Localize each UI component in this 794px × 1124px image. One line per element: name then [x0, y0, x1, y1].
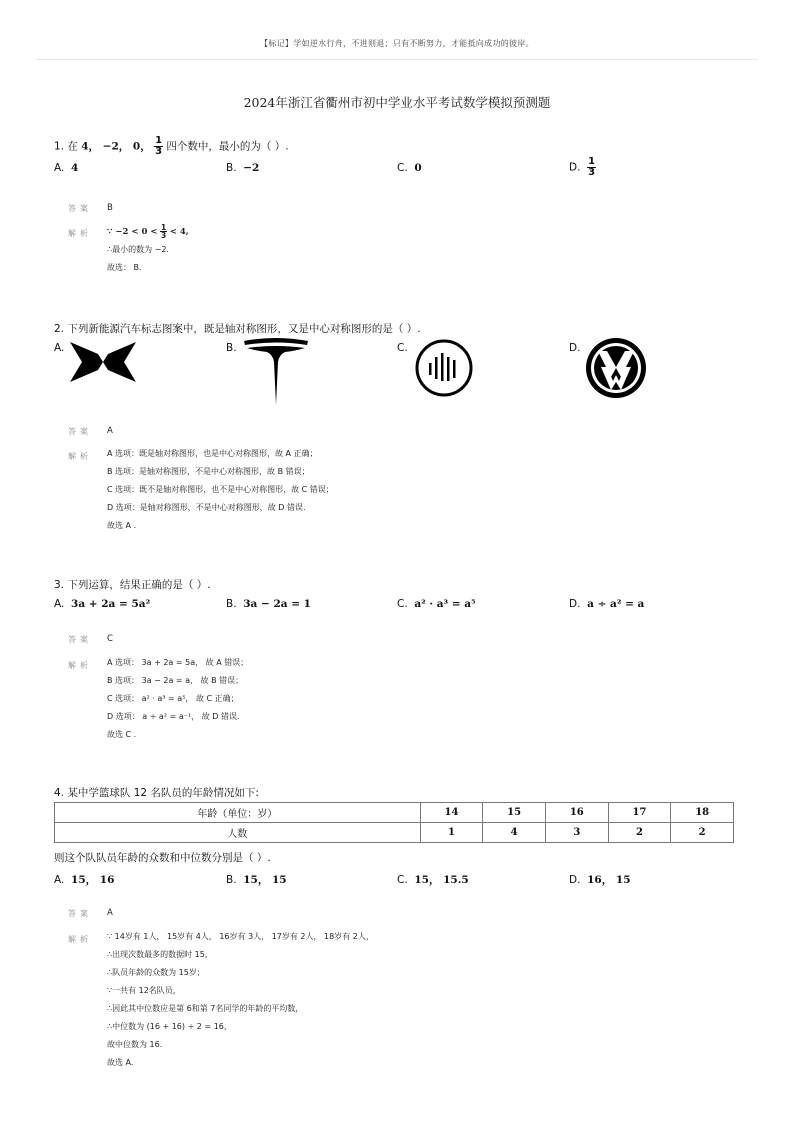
tesla-logo-icon[interactable] [243, 338, 309, 406]
table-cell: 3 [545, 823, 608, 843]
q3-analysis-label: 解析 [68, 661, 92, 670]
q1-stem-fraction: $\frac{1}{3}$ [155, 135, 163, 157]
q4-answer-label: 答案 [68, 909, 92, 918]
volkswagen-logo-icon[interactable] [585, 337, 647, 399]
q2-solution: A 选项：既是轴对称图形，也是中心对称图形，故 A 正确； B 选项：是轴对称图形，不是中心对称图形，故 B 错误； C 选项：既不是轴对称图形，也不是中心对称图形，故 C 错误； D 选项：是轴对称图形，不是中心对称图形，故 D 错误. 故选 A . [107, 449, 334, 530]
q4-option-a[interactable]: A. 15， 16 [54, 874, 115, 886]
page-title: 2024年浙江省衢州市初中学业水平考试数学模拟预测题 [243, 95, 551, 110]
q3-option-c[interactable]: C. a² · a³ = a⁵ [397, 598, 476, 610]
age-table [54, 802, 734, 843]
q1-option-d-fraction: $\frac{1}{3}$ [588, 156, 596, 178]
table-row-label: 年龄（单位：岁） [55, 803, 421, 823]
q1-option-b[interactable]: B. −2 [226, 162, 260, 174]
table-cell: 15 [483, 803, 546, 823]
q2-analysis-label: 解析 [68, 452, 92, 461]
q2-answer-value: A [107, 426, 113, 436]
q3-solution: A 选项： 3a + 2a = 5a， 故 A 错误； B 选项： 3a − 2a = a， 故 B 错误； C 选项： a² · a³ = a⁵， 故 C 正确； D 选项： a ÷ a² = a⁻¹， 故 D 错误. 故选 C . [107, 658, 249, 739]
xpeng-logo-icon[interactable] [68, 340, 138, 384]
table-cell: 14 [420, 803, 483, 823]
table-cell: 4 [483, 823, 546, 843]
table-row [55, 803, 734, 823]
q2-option-c-label[interactable]: C. [397, 342, 408, 354]
table-cell: 1 [420, 823, 483, 843]
q4-analysis-label: 解析 [68, 935, 92, 944]
q3-option-d[interactable]: D. a ÷ a² = a [569, 598, 645, 610]
q1-analysis-label: 解析 [68, 229, 92, 238]
table-cell: 17 [608, 803, 671, 823]
table-cell: 2 [608, 823, 671, 843]
question-1-stem [54, 136, 289, 157]
q3-answer-label: 答案 [68, 635, 92, 644]
q2-option-a-label[interactable]: A. [54, 342, 65, 354]
q3-answer-value: C [107, 634, 113, 644]
q1-answer-value: B [107, 203, 113, 213]
q4-option-c[interactable]: C. 15， 15.5 [397, 874, 469, 886]
q2-answer-label: 答案 [68, 427, 92, 436]
q1-option-d[interactable]: D. $\frac{1}{3}$ [569, 156, 596, 178]
q2-option-d-label[interactable]: D. [569, 342, 581, 354]
q1-stem-numbers: 4， −2， 0， [81, 140, 151, 153]
table-cell: 16 [545, 803, 608, 823]
q1-option-a[interactable]: A. 4 [54, 162, 79, 174]
circle-bars-logo-icon[interactable] [414, 338, 474, 398]
header-note: 【标记】学如逆水行舟，不进则退；只有不断努力，才能抵向成功的彼岸。 [260, 39, 534, 48]
q4-answer-value: A [107, 908, 113, 918]
q1-stem-prefix: 1. 在 [54, 140, 78, 153]
header-divider [36, 59, 758, 60]
q1-solution: ∵ −2 < 0 < $\frac{1}{3}$ < 4, ∴最小的数为 −2. 故选： B. [107, 222, 189, 272]
q1-stem-suffix: 四个数中，最小的为（ ）. [166, 140, 289, 153]
q4-option-d[interactable]: D. 16， 15 [569, 874, 631, 886]
table-row [55, 823, 734, 843]
q1-option-c[interactable]: C. 0 [397, 162, 422, 174]
table-cell: 2 [671, 823, 734, 843]
question-4-stem: 4. 某中学篮球队 12 名队员的年龄情况如下: [54, 787, 259, 799]
q4-option-b[interactable]: B. 15， 15 [226, 874, 287, 886]
question-4-stem-2: 则这个队队员年龄的众数和中位数分别是（ ）. [54, 852, 271, 864]
q3-option-b[interactable]: B. 3a − 2a = 1 [226, 598, 311, 610]
table-cell: 18 [671, 803, 734, 823]
question-2-stem: 2. 下列新能源汽车标志图案中，既是轴对称图形，又是中心对称图形的是（ ）. [54, 323, 421, 335]
q4-solution: ∵ 14岁有 1人， 15岁有 4人， 16岁有 3人， 17岁有 2人， 18岁有 2人， ∴出现次数最多的数据时 15， ∴队员年龄的众数为 15岁； ∵一共有 12名队员， ∴因此其中位数应是第 6和第 7名同学的年龄的平均数， ∴中位数为 (16 + 16) ÷ 2 = 16， 故中位数为 16. 故选 A. [107, 932, 374, 1067]
table-row-label: 人数 [55, 823, 421, 843]
q1-answer-label: 答案 [68, 204, 92, 213]
q3-option-a[interactable]: A. 3a + 2a = 5a² [54, 598, 151, 610]
question-3-stem: 3. 下列运算，结果正确的是（ ）. [54, 579, 211, 591]
q2-option-b-label[interactable]: B. [226, 342, 237, 354]
